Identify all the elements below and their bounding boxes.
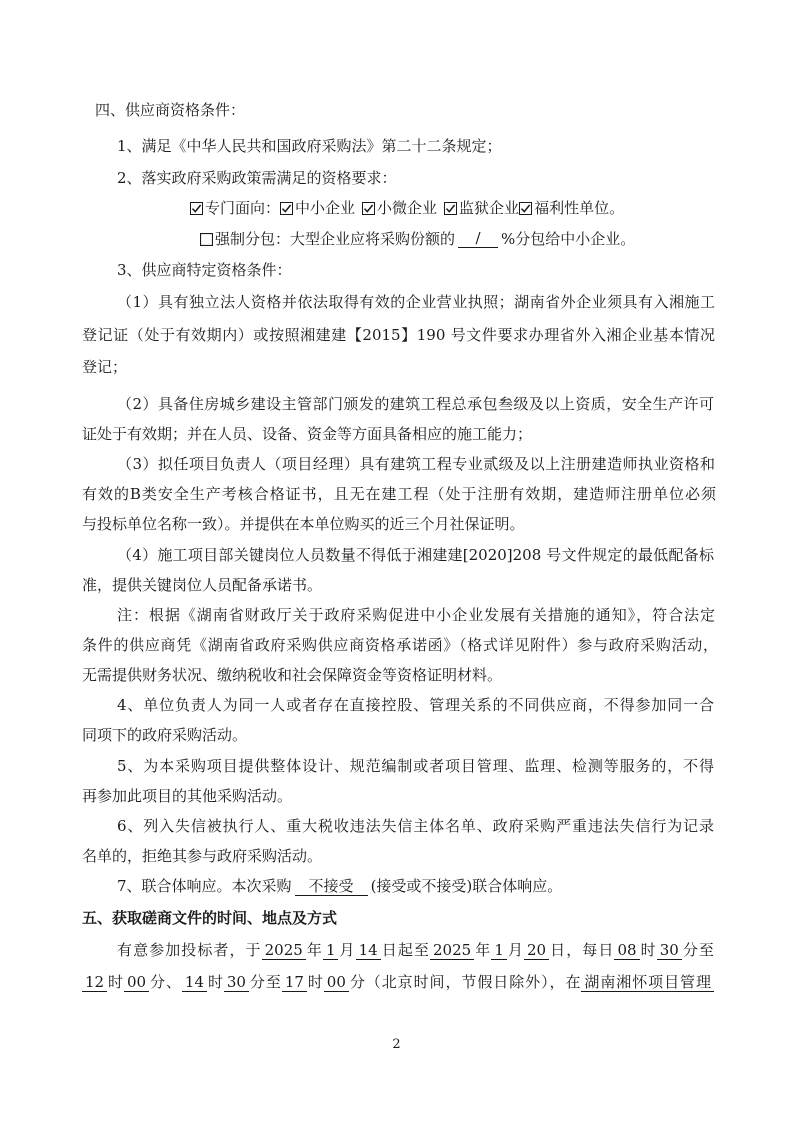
text-segment: 分至: [681, 941, 714, 959]
paragraph-line: 准，提供关键岗位人员配备承诺书。: [82, 576, 323, 594]
dedicated-label: 专门面向：: [205, 199, 281, 217]
checkbox-checked-icon: [280, 202, 293, 215]
filled-field: 1: [323, 941, 339, 960]
requirement-item-4: 4、单位负责人为同一人或者存在直接控股、管理关系的不同供应商，不得参加同一合: [117, 696, 714, 714]
subcontract-share-field: /: [458, 230, 498, 248]
text-segment: 时: [107, 973, 124, 991]
text-segment: 日，每日: [549, 941, 615, 959]
note-line: 注：根据《湖南省财政厅关于政府采购促进中小企业发展有关措施的通知》，符合法定: [117, 606, 715, 624]
text-segment: 月: [338, 941, 356, 959]
filled-field: 14: [356, 941, 381, 960]
paragraph-line: 名单的，拒绝其参与政府采购活动。: [82, 847, 323, 865]
checkbox-checked-icon: [362, 202, 375, 215]
option-label: 福利性单位。: [534, 199, 625, 217]
requirement-item-7: [117, 876, 562, 896]
filled-field: 1: [491, 941, 507, 960]
filled-field: 00: [124, 973, 149, 992]
acquisition-time-line: [82, 972, 714, 992]
dedicated-targeting-row: [190, 198, 624, 218]
consortium-field: 不接受: [295, 877, 368, 896]
paragraph-line: （3）拟任项目负责人（项目经理）具有建筑工程专业贰级及以上注册建造师执业资格和: [117, 455, 715, 473]
filled-field: 30: [224, 973, 249, 992]
filled-field: 08: [614, 941, 639, 960]
paragraph-line: 有效的B类安全生产考核合格证书，且无在建工程（处于注册有效期，建造师注册单位必须: [82, 485, 716, 503]
section-heading: 四、供应商资格条件：: [95, 101, 246, 119]
paragraph-line: 再参加此项目的其他采购活动。: [82, 787, 293, 805]
filled-field: 12: [82, 973, 107, 992]
mandatory-subcontract-row: [200, 229, 635, 249]
consortium-text: (接受或不接受)联合体响应。: [370, 877, 563, 895]
text-segment: 分、: [149, 973, 182, 991]
text-segment: 时: [306, 973, 324, 991]
paragraph-line: 登记；: [82, 358, 128, 376]
paragraph-line: （1）具有独立法人资格并依法取得有效的企业营业执照；湖南省外企业须具有入湘施工: [117, 293, 715, 311]
checkbox-unchecked-icon: [200, 233, 213, 246]
text-segment: 分（北京时间，节假日除外），在: [348, 973, 582, 991]
checkbox-checked-icon: [444, 202, 457, 215]
paragraph-line: （2）具备住房城乡建设主管部门颁发的建筑工程总承包叁级及以上资质，安全生产许可: [117, 395, 714, 413]
text-segment: 有意参加投标者，于: [117, 941, 262, 959]
text-segment: 年: [474, 941, 492, 959]
requirement-item-6: 6、列入失信被执行人、重大税收违法失信主体名单、政府采购严重违法失信行为记录: [117, 817, 714, 835]
text-segment: 月: [506, 941, 525, 959]
filled-field: 2025: [430, 941, 474, 960]
paragraph-line: （4）施工项目部关键岗位人员数量不得低于湘建建[2020]208 号文件规定的最低配备标: [117, 546, 714, 564]
section-heading: 五、获取磋商文件的时间、地点及方式: [82, 909, 338, 927]
text-segment: 分至: [248, 973, 282, 991]
requirement-item-1: 1、满足《中华人民共和国政府采购法》第二十二条规定；: [117, 137, 502, 155]
requirement-item-3: 3、供应商特定资格条件：: [117, 261, 292, 279]
text-segment: 时: [207, 973, 224, 991]
option-label: 中小企业: [295, 199, 356, 217]
filled-field: 17: [282, 973, 307, 992]
filled-field: 30: [657, 941, 682, 960]
acquisition-time-line: [117, 940, 714, 960]
option-label: 监狱企业: [459, 199, 520, 217]
note-line: 无需提供财务状况、缴纳税收和社会保障资金等资格证明材料。: [82, 666, 503, 684]
requirement-item-5: 5、为本采购项目提供整体设计、规范编制或者项目管理、监理、检测等服务的，不得: [117, 757, 714, 775]
filled-field: 2025: [262, 941, 306, 960]
filled-field: 湖南湘怀项目管理: [581, 973, 714, 992]
note-line: 条件的供应商凭《湖南省政府采购供应商资格承诺函》（格式详见附件）参与政府采购活动，: [82, 636, 718, 654]
page-number: 2: [392, 1037, 401, 1052]
filled-field: 20: [524, 941, 549, 960]
paragraph-line: 登记证（处于有效期内）或按照湘建建【2015】190 号文件要求办理省外入湘企业基本情况: [82, 326, 715, 344]
checkbox-checked-icon: [519, 202, 532, 215]
filled-field: 14: [182, 973, 207, 992]
checkbox-checked-icon: [190, 202, 203, 215]
option-label: 小微企业: [377, 199, 438, 217]
paragraph-line: 同项下的政府采购活动。: [82, 726, 248, 744]
text-segment: 时: [639, 941, 657, 959]
subcontract-text: 强制分包：大型企业应将采购份额的: [215, 230, 456, 248]
filled-field: 00: [324, 973, 349, 992]
consortium-text: 7、联合体响应。本次采购: [117, 877, 292, 895]
text-segment: 日起至: [380, 941, 430, 959]
paragraph-line: 与投标单位名称一致）。并提供在本单位购买的近三个月社保证明。: [82, 515, 525, 533]
requirement-item-2: 2、落实政府采购政策需满足的资格要求：: [117, 169, 397, 187]
text-segment: 年: [305, 941, 323, 959]
paragraph-line: 证处于有效期；并在人员、设备、资金等方面具备相应的施工能力；: [82, 425, 533, 443]
subcontract-text: %分包给中小企业。: [501, 230, 636, 248]
